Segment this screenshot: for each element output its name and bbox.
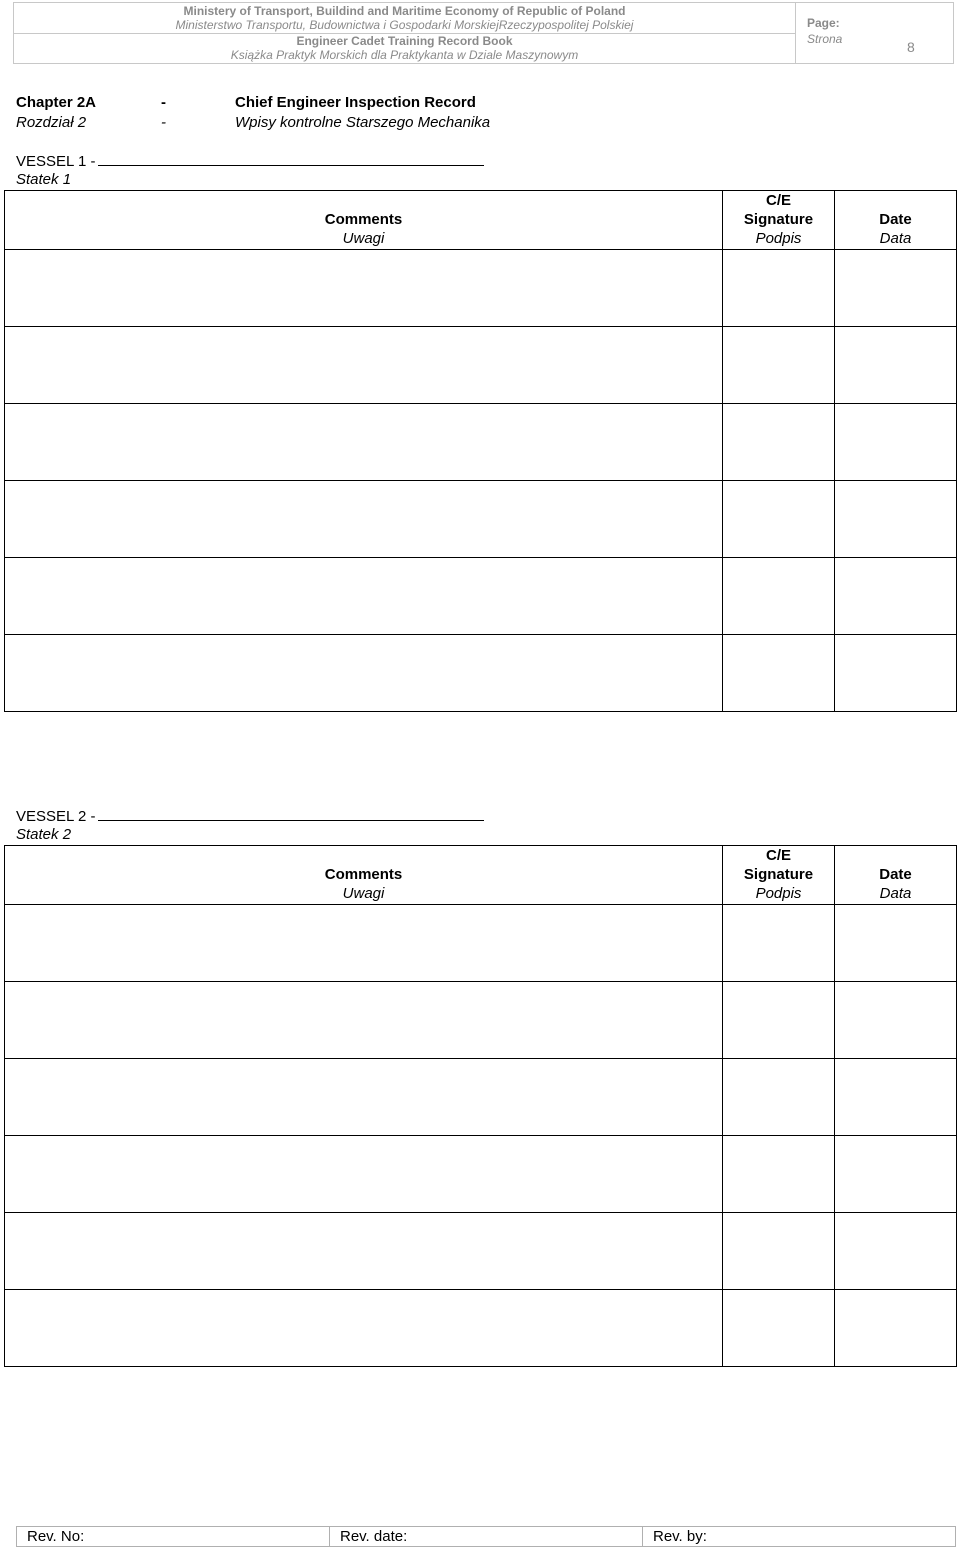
page-label: Page: [807, 16, 840, 30]
vessel-1-label [16, 151, 484, 170]
signature-cell[interactable] [723, 1059, 835, 1136]
date-cell[interactable] [835, 1290, 957, 1367]
chapter-number: Chapter 2A [16, 94, 97, 111]
comments-cell[interactable] [5, 481, 723, 558]
table-row [5, 558, 957, 635]
vessel-2-label-pl: Statek 2 [16, 826, 72, 843]
table-row [5, 404, 957, 481]
chapter-title: Chief Engineer Inspection Record [235, 94, 476, 111]
comments-cell[interactable] [5, 905, 723, 982]
header-titles [14, 3, 796, 63]
chapter-dash-pl: - [161, 114, 166, 131]
comments-cell[interactable] [5, 327, 723, 404]
comments-cell[interactable] [5, 1059, 723, 1136]
page-number: 8 [907, 39, 915, 55]
signature-cell[interactable] [723, 982, 835, 1059]
vessel-2-record-table [4, 845, 957, 1367]
vessel-2-label [16, 806, 484, 825]
comments-cell[interactable] [5, 558, 723, 635]
signature-cell[interactable] [723, 905, 835, 982]
rev-no: Rev. No: [17, 1527, 330, 1547]
signature-cell[interactable] [723, 250, 835, 327]
vessel-2-name-field[interactable] [98, 806, 484, 821]
table-header-row [5, 846, 957, 905]
date-cell[interactable] [835, 481, 957, 558]
table-row [5, 1136, 957, 1213]
date-cell[interactable] [835, 404, 957, 481]
table-row [5, 905, 957, 982]
ce-signature-header: C/E Signature Podpis [723, 191, 835, 250]
table-row [5, 1059, 957, 1136]
ce-signature-header: C/E Signature Podpis [723, 846, 835, 905]
comments-header: Comments Uwagi [5, 191, 723, 250]
table-row [5, 481, 957, 558]
header-book-pl: Książka Praktyk Morskich dla Praktykanta w Dziale Maszynowym [230, 48, 579, 62]
comments-cell[interactable] [5, 250, 723, 327]
signature-cell[interactable] [723, 1136, 835, 1213]
comments-cell[interactable] [5, 1213, 723, 1290]
comments-cell[interactable] [5, 1136, 723, 1213]
header-ministry-pl: Ministerstwo Transportu, Budownictwa i Gospodarki MorskiejRzeczypospolitej Polskiej [175, 18, 634, 32]
date-cell[interactable] [835, 1136, 957, 1213]
date-cell[interactable] [835, 1213, 957, 1290]
vessel-1-text: VESSEL 1 - [16, 153, 96, 170]
rev-date: Rev. date: [330, 1527, 643, 1547]
comments-cell[interactable] [5, 982, 723, 1059]
header-ministry-en: Ministery of Transport, Buildind and Maritime Economy of Republic of Poland [183, 4, 626, 18]
chapter-number-pl: Rozdział 2 [16, 114, 87, 131]
chapter-dash: - [161, 94, 166, 111]
date-cell[interactable] [835, 250, 957, 327]
comments-cell[interactable] [5, 635, 723, 712]
date-cell[interactable] [835, 1059, 957, 1136]
comments-cell[interactable] [5, 404, 723, 481]
signature-cell[interactable] [723, 635, 835, 712]
page-label-pl: Strona [807, 32, 843, 46]
signature-cell[interactable] [723, 1213, 835, 1290]
date-header: Date Data [835, 846, 957, 905]
table-row [5, 982, 957, 1059]
table-row [5, 250, 957, 327]
revision-row [17, 1527, 956, 1547]
table-header-row [5, 191, 957, 250]
signature-cell[interactable] [723, 327, 835, 404]
table-row [5, 327, 957, 404]
signature-cell[interactable] [723, 481, 835, 558]
signature-cell[interactable] [723, 404, 835, 481]
page-header [13, 2, 954, 64]
vessel-1-label-pl: Statek 1 [16, 171, 72, 188]
date-cell[interactable] [835, 635, 957, 712]
table-row [5, 1290, 957, 1367]
date-cell[interactable] [835, 327, 957, 404]
rev-by: Rev. by: [643, 1527, 956, 1547]
signature-cell[interactable] [723, 558, 835, 635]
date-cell[interactable] [835, 905, 957, 982]
chapter-title-pl: Wpisy kontrolne Starszego Mechanika [235, 114, 491, 131]
table-row [5, 635, 957, 712]
date-cell[interactable] [835, 558, 957, 635]
date-header: Date Data [835, 191, 957, 250]
vessel-2-text: VESSEL 2 - [16, 808, 96, 825]
table-row [5, 1213, 957, 1290]
comments-header: Comments Uwagi [5, 846, 723, 905]
vessel-1-name-field[interactable] [98, 151, 484, 166]
vessel-1-record-table [4, 190, 957, 712]
header-book-en: Engineer Cadet Training Record Book [296, 34, 513, 48]
comments-cell[interactable] [5, 1290, 723, 1367]
revision-footer [16, 1526, 956, 1547]
signature-cell[interactable] [723, 1290, 835, 1367]
date-cell[interactable] [835, 982, 957, 1059]
